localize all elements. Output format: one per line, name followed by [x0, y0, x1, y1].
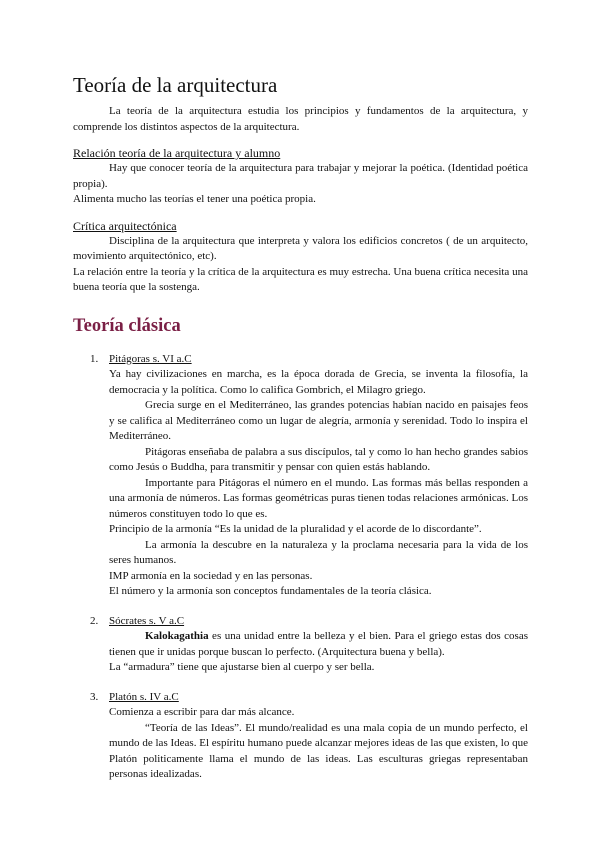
list-item-socrates [73, 614, 528, 676]
list-number: 1. [90, 352, 99, 365]
list-item-label: Sócrates s. V a.C [109, 614, 185, 627]
pitagoras-paragraph-2: Grecia surge en el Mediterráneo, las grandes potencias habían nacido en paisajes feos y se califica al Mediterráneo como un lugar de alegría, armonía y serenidad. Todo lo inspira el Mediterráneo. [109, 399, 528, 442]
list-number: 2. [90, 614, 99, 627]
section-heading-relacion: Relación teoría de la arquitectura y alumno [73, 146, 281, 160]
pitagoras-paragraph-5: Principio de la armonía “Es la unidad de la pluralidad y el acorde de lo discordante”. [109, 523, 482, 535]
intro-paragraph: La teoría de la arquitectura estudia los principios y fundamentos de la arquitectura, y comprende los distintos aspectos de la arquitectura. [73, 105, 528, 133]
kalokagathia-term: Kalokagathia [145, 630, 209, 642]
pitagoras-paragraph-3: Pitágoras enseñaba de palabra a sus discípulos, tal y como lo han hecho grandes sabios como Jesús o Buddha, para transmitir y pensar con quien estás hablando. [109, 445, 528, 473]
platon-paragraph-2: “Teoría de las Ideas”. El mundo/realidad es una mala copia de un mundo perfecto, el mundo de las Ideas. El espíritu humano puede alcanzar mejores ideas de las que existen, lo que Platón politicamente llama el mundo de las ideas. Las esculturas griegas representaban personas idealizadas. [109, 721, 528, 780]
list-item-pitagoras [73, 352, 528, 600]
list-number: 3. [90, 690, 99, 703]
socrates-paragraph-1 [109, 629, 528, 660]
kalokagathia-definition: es una unidad entre la belleza y el bien. Para el griego estas dos cosas tienen que ir unidas porque buscan lo perfecto. (Arquitectura buena y bella). [109, 630, 528, 658]
document-page [73, 72, 528, 783]
pitagoras-paragraph-1: Ya hay civilizaciones en marcha, es la época dorada de Grecia, se inventa la filosofía, la democracia y la política. Como lo califica Gombrich, el Milagro griego. [109, 368, 528, 396]
list-item-label: Platón s. IV a.C [109, 690, 179, 703]
page-title: Teoría de la arquitectura [73, 73, 278, 97]
critica-paragraph-1: Disciplina de la arquitectura que interpreta y valora los edificios concretos ( de un arquitecto, movimiento arquitectónico, etc). [73, 234, 528, 262]
section-heading-teoria-clasica: Teoría clásica [73, 315, 181, 336]
section-heading-critica: Crítica arquitectónica [73, 218, 177, 233]
list-item-label: Pitágoras s. VI a.C [109, 352, 192, 365]
pitagoras-paragraph-8: El número y la armonía son conceptos fundamentales de la teoría clásica. [109, 585, 432, 597]
relacion-paragraph-2: Alimenta mucho las teorías el tener una poética propia. [73, 193, 316, 205]
platon-paragraph-1: Comienza a escribir para dar más alcance. [109, 706, 295, 718]
pitagoras-paragraph-7: IMP armonía en la sociedad y en las personas. [109, 569, 313, 582]
relacion-paragraph-1: Hay que conocer teoría de la arquitectura para trabajar y mejorar la poética. (Identidad poética propia). [73, 162, 528, 190]
socrates-paragraph-2: La “armadura” tiene que ajustarse bien al cuerpo y ser bella. [109, 661, 375, 673]
pitagoras-paragraph-6: La armonía la descubre en la naturaleza y la proclama necesaria para la vida de los seres humanos. [109, 538, 528, 566]
pitagoras-paragraph-4: Importante para Pitágoras el número en el mundo. Las formas más bellas responden a una armonía de números. Las formas geométricas puras tienen todas relaciones armónicas. Los números constituyen todo lo que es. [109, 476, 528, 520]
list-item-platon [73, 690, 528, 783]
critica-paragraph-2: La relación entre la teoría y la crítica de la arquitectura es muy estrecha. Una buena crítica necesita una buena teoría que la sostenga. [73, 265, 528, 293]
